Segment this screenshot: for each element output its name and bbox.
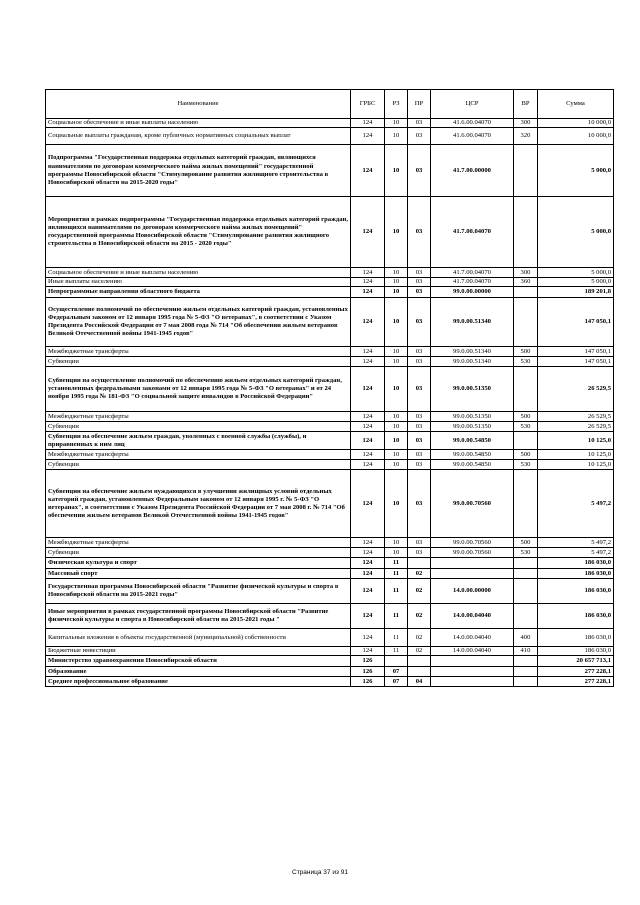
cell-csr: 99.0.00.54850: [431, 432, 514, 450]
cell-grbs: 124: [351, 119, 385, 128]
table-body: [46, 119, 614, 687]
cell-csr: 99.0.00.51350: [431, 412, 514, 422]
cell-pr: 03: [408, 298, 431, 347]
cell-grbs: 124: [351, 647, 385, 656]
cell-sum: 10 125,0: [538, 432, 614, 450]
cell-csr: 99.0.00.70560: [431, 538, 514, 548]
cell-sum: 5 000,0: [538, 278, 614, 287]
cell-sum: 186 030,0: [538, 604, 614, 629]
cell-pr: 03: [408, 287, 431, 298]
cell-rz: 11: [385, 569, 408, 579]
cell-vr: 530: [514, 548, 538, 558]
cell-pr: 03: [408, 347, 431, 357]
page-number: Страница 37 из 91: [292, 869, 348, 876]
table-row: [46, 460, 614, 470]
cell-vr: 530: [514, 357, 538, 367]
cell-sum: 26 529,5: [538, 422, 614, 432]
cell-csr: 14.0.00.00000: [431, 579, 514, 604]
cell-name: Межбюджетные трансферты: [46, 412, 351, 422]
cell-grbs: 124: [351, 432, 385, 450]
table-header-row: [46, 90, 614, 119]
cell-pr: 02: [408, 579, 431, 604]
table-row: [46, 347, 614, 357]
table-row: [46, 268, 614, 278]
cell-pr: 03: [408, 422, 431, 432]
cell-grbs: 124: [351, 422, 385, 432]
cell-name: Межбюджетные трансферты: [46, 538, 351, 548]
cell-name: Мероприятия в рамках подпрограммы "Государственная поддержка отдельных категорий граждан, являющихся нанимателями по договорам коммерческого найма жилых помещений" государственной программы Новосибирской области "Стимулирование развития жилищного строительства в Новосибирской области на 2015 - 2020 годы": [46, 197, 351, 268]
cell-rz: 10: [385, 287, 408, 298]
cell-csr: 99.0.00.70560: [431, 470, 514, 538]
cell-rz: 10: [385, 450, 408, 460]
cell-rz: 10: [385, 268, 408, 278]
cell-csr: 41.6.00.04070: [431, 128, 514, 145]
cell-name: Физическая культура и спорт: [46, 558, 351, 569]
cell-vr: 410: [514, 647, 538, 656]
cell-name: Непрограммные направления областного бюджета: [46, 287, 351, 298]
cell-grbs: 124: [351, 287, 385, 298]
cell-vr: 320: [514, 128, 538, 145]
cell-vr: 300: [514, 268, 538, 278]
cell-sum: 147 050,1: [538, 357, 614, 367]
cell-grbs: 124: [351, 579, 385, 604]
cell-rz: 11: [385, 558, 408, 569]
table-row: [46, 604, 614, 629]
cell-sum: 5 497,2: [538, 538, 614, 548]
cell-csr: 99.0.00.00000: [431, 287, 514, 298]
cell-rz: 07: [385, 667, 408, 677]
cell-name: Субвенции: [46, 548, 351, 558]
cell-csr: 41.7.00.00000: [431, 145, 514, 197]
cell-vr: [514, 677, 538, 687]
cell-csr: 41.7.00.04070: [431, 268, 514, 278]
cell-name: Капитальные вложения в объекты государственной (муниципальной) собственности: [46, 629, 351, 647]
cell-csr: 14.0.00.04040: [431, 629, 514, 647]
cell-csr: [431, 677, 514, 687]
cell-pr: 02: [408, 647, 431, 656]
cell-vr: 500: [514, 450, 538, 460]
cell-csr: [431, 569, 514, 579]
table-row: [46, 278, 614, 287]
cell-grbs: 124: [351, 548, 385, 558]
cell-sum: 147 050,1: [538, 298, 614, 347]
cell-vr: [514, 604, 538, 629]
cell-vr: 530: [514, 422, 538, 432]
cell-rz: [385, 656, 408, 667]
cell-pr: 03: [408, 128, 431, 145]
cell-name: Субвенции на обеспечение жильем граждан, уволенных с военной службы (службы), и приравненных к ним лиц: [46, 432, 351, 450]
cell-grbs: 124: [351, 347, 385, 357]
cell-rz: 10: [385, 470, 408, 538]
cell-rz: 07: [385, 677, 408, 687]
cell-sum: 186 030,0: [538, 579, 614, 604]
cell-vr: [514, 287, 538, 298]
cell-name: Социальное обеспечение и иные выплаты населению: [46, 268, 351, 278]
cell-rz: 10: [385, 357, 408, 367]
cell-vr: 500: [514, 538, 538, 548]
cell-csr: 99.0.00.51340: [431, 347, 514, 357]
cell-pr: 03: [408, 367, 431, 412]
cell-rz: 10: [385, 128, 408, 145]
header-vr: ВР: [514, 90, 538, 119]
cell-csr: [431, 667, 514, 677]
cell-pr: 03: [408, 538, 431, 548]
cell-vr: [514, 558, 538, 569]
table-row: [46, 470, 614, 538]
cell-pr: 02: [408, 604, 431, 629]
cell-pr: 03: [408, 197, 431, 268]
cell-pr: 03: [408, 432, 431, 450]
cell-grbs: 124: [351, 569, 385, 579]
cell-csr: 99.0.00.51350: [431, 367, 514, 412]
cell-name: Осуществление полномочий по обеспечению жильем отдельных категорий граждан, установленных Федеральным законом от 12 января 1995 года № 5-ФЗ "О ветеранах", в соответствии с Указом Президента Российской Федерации от 7 мая 2008 года № 714 "Об обеспечении жильем ветеранов Великой Отечественной войны 1941-1945 годов": [46, 298, 351, 347]
cell-vr: 530: [514, 460, 538, 470]
cell-name: Субвенции: [46, 460, 351, 470]
cell-rz: 11: [385, 647, 408, 656]
cell-grbs: 124: [351, 470, 385, 538]
cell-name: Социальные выплаты гражданам, кроме публичных нормативных социальных выплат: [46, 128, 351, 145]
header-rz: РЗ: [385, 90, 408, 119]
cell-name: Массовый спорт: [46, 569, 351, 579]
cell-csr: 99.0.00.51340: [431, 298, 514, 347]
cell-name: Межбюджетные трансферты: [46, 450, 351, 460]
cell-sum: 10 000,0: [538, 119, 614, 128]
table-row: [46, 119, 614, 128]
table-row: [46, 538, 614, 548]
cell-grbs: 124: [351, 128, 385, 145]
table-row: [46, 145, 614, 197]
cell-pr: 04: [408, 677, 431, 687]
cell-name: Иные выплаты населению: [46, 278, 351, 287]
cell-rz: 10: [385, 197, 408, 268]
cell-csr: 41.6.00.04070: [431, 119, 514, 128]
cell-grbs: 124: [351, 367, 385, 412]
cell-grbs: 124: [351, 629, 385, 647]
cell-sum: 5 497,2: [538, 470, 614, 538]
cell-rz: 10: [385, 432, 408, 450]
cell-grbs: 124: [351, 558, 385, 569]
cell-csr: 99.0.00.70560: [431, 548, 514, 558]
table-row: [46, 128, 614, 145]
cell-csr: 41.7.00.04070: [431, 278, 514, 287]
cell-sum: 26 529,5: [538, 412, 614, 422]
table-row: [46, 357, 614, 367]
cell-rz: 10: [385, 548, 408, 558]
cell-rz: 10: [385, 367, 408, 412]
cell-name: Подпрограмма "Государственная поддержка отдельных категорий граждан, являющихся нанимателями по договорам коммерческого найма жилых помещений" государственной программы Новосибирской области "Стимулирование развития жилищного строительства в Новосибирской области на 2015-2020 годы": [46, 145, 351, 197]
cell-name: Субвенции: [46, 422, 351, 432]
cell-sum: 5 497,2: [538, 548, 614, 558]
cell-sum: 26 529,5: [538, 367, 614, 412]
cell-sum: 5 000,0: [538, 268, 614, 278]
cell-vr: 400: [514, 629, 538, 647]
cell-csr: 99.0.00.54850: [431, 450, 514, 460]
table-row: [46, 422, 614, 432]
cell-rz: 10: [385, 145, 408, 197]
cell-sum: 147 050,1: [538, 347, 614, 357]
cell-sum: 10 125,0: [538, 460, 614, 470]
cell-sum: 186 030,0: [538, 558, 614, 569]
table-row: [46, 667, 614, 677]
cell-grbs: 124: [351, 460, 385, 470]
cell-grbs: 124: [351, 197, 385, 268]
table-row: [46, 450, 614, 460]
budget-table: [45, 89, 614, 687]
cell-vr: [514, 432, 538, 450]
cell-vr: [514, 145, 538, 197]
cell-name: Бюджетные инвестиции: [46, 647, 351, 656]
cell-vr: 300: [514, 119, 538, 128]
cell-grbs: 124: [351, 450, 385, 460]
cell-pr: 03: [408, 357, 431, 367]
cell-pr: 03: [408, 450, 431, 460]
cell-pr: 03: [408, 412, 431, 422]
cell-name: Социальное обеспечение и иные выплаты населению: [46, 119, 351, 128]
cell-pr: 03: [408, 268, 431, 278]
cell-grbs: 124: [351, 145, 385, 197]
cell-vr: [514, 579, 538, 604]
cell-name: Государственная программа Новосибирской области "Развитие физической культуры и спорта в Новосибирской области на 2015-2021 годы": [46, 579, 351, 604]
header-sum: Сумма: [538, 90, 614, 119]
header-name: Наименование: [46, 90, 351, 119]
cell-csr: [431, 558, 514, 569]
table-row: [46, 558, 614, 569]
cell-grbs: 124: [351, 268, 385, 278]
header-csr: ЦСР: [431, 90, 514, 119]
table-row: [46, 548, 614, 558]
cell-name: Субвенции на осуществление полномочий по обеспечению жильем отдельных категорий граждан, установленных федеральными законами от 12 января 1995 года № 5-ФЗ "О ветеранах" и от 24 ноября 1995 года № 181-ФЗ "О социальной защите инвалидов в Российской Федерации": [46, 367, 351, 412]
header-grbs: ГРБС: [351, 90, 385, 119]
cell-csr: 99.0.00.54850: [431, 460, 514, 470]
table-row: [46, 677, 614, 687]
cell-name: Иные мероприятия в рамках государственной программы Новосибирской области "Развитие физической культуры и спорта в Новосибирской области на 2015-2021 годы ": [46, 604, 351, 629]
cell-sum: 186 030,0: [538, 647, 614, 656]
cell-pr: 03: [408, 548, 431, 558]
cell-sum: 10 125,0: [538, 450, 614, 460]
cell-pr: 03: [408, 460, 431, 470]
cell-rz: 10: [385, 119, 408, 128]
cell-pr: [408, 656, 431, 667]
cell-csr: 99.0.00.51340: [431, 357, 514, 367]
cell-rz: 10: [385, 460, 408, 470]
cell-grbs: 126: [351, 667, 385, 677]
cell-rz: 10: [385, 422, 408, 432]
cell-name: Межбюджетные трансферты: [46, 347, 351, 357]
cell-sum: 5 000,0: [538, 145, 614, 197]
cell-sum: 10 000,0: [538, 128, 614, 145]
cell-sum: 186 030,0: [538, 569, 614, 579]
table-row: [46, 197, 614, 268]
cell-rz: 11: [385, 629, 408, 647]
table-row: [46, 367, 614, 412]
cell-sum: 189 201,8: [538, 287, 614, 298]
cell-pr: [408, 558, 431, 569]
cell-grbs: 126: [351, 677, 385, 687]
cell-grbs: 124: [351, 357, 385, 367]
cell-pr: 02: [408, 569, 431, 579]
cell-vr: [514, 470, 538, 538]
cell-grbs: 124: [351, 298, 385, 347]
cell-pr: 03: [408, 119, 431, 128]
cell-name: Субвенции: [46, 357, 351, 367]
header-pr: ПР: [408, 90, 431, 119]
cell-grbs: 124: [351, 538, 385, 548]
cell-sum: 277 228,1: [538, 667, 614, 677]
cell-rz: 10: [385, 278, 408, 287]
table-row: [46, 629, 614, 647]
cell-vr: 500: [514, 347, 538, 357]
cell-pr: 03: [408, 278, 431, 287]
cell-name: Среднее профессиональное образование: [46, 677, 351, 687]
cell-name: Субвенции на обеспечение жильем нуждающихся в улучшении жилищных условий отдельных категорий граждан, установленных Федеральным законом от 12 января 1995 г. № 5-ФЗ "О ветеранах", в соответствии с Указом Президента Российской Федерации от 7 мая 2008 г. № 714 "Об обеспечении жильем ветеранов Великой Отечественной войны 1941-1945 годов": [46, 470, 351, 538]
cell-vr: [514, 656, 538, 667]
cell-rz: 11: [385, 579, 408, 604]
cell-csr: 14.0.00.04040: [431, 647, 514, 656]
table-row: [46, 432, 614, 450]
cell-pr: [408, 667, 431, 677]
cell-rz: 10: [385, 347, 408, 357]
cell-vr: 360: [514, 278, 538, 287]
cell-csr: 14.0.00.04040: [431, 604, 514, 629]
cell-rz: 10: [385, 538, 408, 548]
cell-grbs: 126: [351, 656, 385, 667]
table-row: [46, 287, 614, 298]
cell-vr: [514, 197, 538, 268]
table-row: [46, 412, 614, 422]
cell-pr: 03: [408, 145, 431, 197]
table-row: [46, 569, 614, 579]
cell-sum: 277 228,1: [538, 677, 614, 687]
cell-rz: 11: [385, 604, 408, 629]
cell-vr: [514, 569, 538, 579]
cell-rz: 10: [385, 412, 408, 422]
cell-csr: 99.0.00.51350: [431, 422, 514, 432]
cell-grbs: 124: [351, 412, 385, 422]
table-row: [46, 647, 614, 656]
cell-sum: 20 657 713,1: [538, 656, 614, 667]
table-row: [46, 656, 614, 667]
cell-vr: [514, 667, 538, 677]
table-row: [46, 298, 614, 347]
cell-vr: [514, 298, 538, 347]
cell-csr: [431, 656, 514, 667]
cell-pr: 02: [408, 629, 431, 647]
cell-vr: 500: [514, 412, 538, 422]
cell-pr: 03: [408, 470, 431, 538]
cell-csr: 41.7.00.04070: [431, 197, 514, 268]
cell-name: Образование: [46, 667, 351, 677]
cell-grbs: 124: [351, 604, 385, 629]
cell-sum: 5 000,0: [538, 197, 614, 268]
cell-vr: [514, 367, 538, 412]
cell-name: Министерство здравоохранения Новосибирской области: [46, 656, 351, 667]
table-row: [46, 579, 614, 604]
cell-sum: 186 030,0: [538, 629, 614, 647]
cell-grbs: 124: [351, 278, 385, 287]
cell-rz: 10: [385, 298, 408, 347]
